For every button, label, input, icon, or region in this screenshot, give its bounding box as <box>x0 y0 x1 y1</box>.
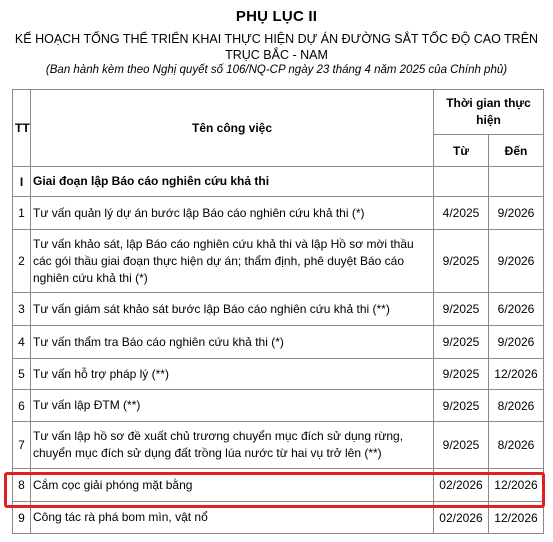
row-to: 12/2026 <box>489 502 544 534</box>
row-name: Công tác rà phá bom mìn, vật nổ <box>31 502 434 534</box>
row-from: 9/2025 <box>434 326 489 359</box>
row-to: 12/2026 <box>489 359 544 390</box>
row-name: Tư vấn quản lý dự án bước lập Báo cáo nghiên cứu khả thi (*) <box>31 197 434 230</box>
plan-title-line1: KẾ HOẠCH TỔNG THỂ TRIỂN KHAI THỰC HIỆN DỰ ÁN ĐƯỜNG SẮT TỐC ĐỘ CAO TRÊN <box>14 32 539 46</box>
row-tt: 5 <box>13 359 31 390</box>
row-name: Tư vấn hỗ trợ pháp lý (**) <box>31 359 434 390</box>
row-name: Cắm cọc giải phóng mặt bằng <box>31 469 434 502</box>
row-tt: 7 <box>13 422 31 469</box>
row-from: 9/2025 <box>434 293 489 326</box>
appendix-title: PHỤ LỤC II <box>235 8 318 25</box>
issuance-note: (Ban hành kèm theo Nghị quyết số 106/NQ-CP ngày 23 tháng 4 năm 2025 của Chính phủ) <box>45 64 508 76</box>
row-to: 8/2026 <box>489 422 544 469</box>
section-row <box>13 167 544 197</box>
header-task-name: Tên công việc <box>31 90 434 167</box>
row-name: Tư vấn lập ĐTM (**) <box>31 390 434 422</box>
row-tt: 6 <box>13 390 31 422</box>
table-row <box>13 390 544 422</box>
row-tt: 2 <box>13 230 31 293</box>
row-to: 9/2026 <box>489 197 544 230</box>
header-from: Từ <box>434 135 489 167</box>
section-tt: I <box>13 167 31 197</box>
row-name: Tư vấn lập hồ sơ đề xuất chủ trương chuyển mục đích sử dụng rừng, chuyển mục đích sử dụng đất trồng lúa nước từ hai vụ trở lên (**) <box>31 422 434 469</box>
table-row <box>13 326 544 359</box>
row-name: Tư vấn thẩm tra Báo cáo nghiên cứu khả thi (*) <box>31 326 434 359</box>
row-from: 02/2026 <box>434 502 489 534</box>
row-from: 02/2026 <box>434 469 489 502</box>
row-tt: 1 <box>13 197 31 230</box>
row-tt: 3 <box>13 293 31 326</box>
row-from: 4/2025 <box>434 197 489 230</box>
table-row <box>13 230 544 293</box>
row-from: 9/2025 <box>434 422 489 469</box>
highlight-box <box>4 472 545 508</box>
plan-title-line2: TRỤC BẮC - NAM <box>225 48 328 62</box>
row-from: 9/2025 <box>434 390 489 422</box>
row-to: 12/2026 <box>489 469 544 502</box>
header-to: Đến <box>489 135 544 167</box>
table-row <box>13 293 544 326</box>
header-time: Thời gian thực hiện <box>434 90 544 135</box>
header-tt: TT <box>13 90 31 167</box>
row-to: 9/2026 <box>489 230 544 293</box>
row-from: 9/2025 <box>434 230 489 293</box>
row-name: Tư vấn giám sát khảo sát bước lập Báo cáo nghiên cứu khả thi (**) <box>31 293 434 326</box>
row-tt: 9 <box>13 502 31 534</box>
row-tt: 4 <box>13 326 31 359</box>
row-to: 8/2026 <box>489 390 544 422</box>
section-name: Giai đoạn lập Báo cáo nghiên cứu khả thi <box>31 167 434 197</box>
table-row <box>13 197 544 230</box>
row-name: Tư vấn khảo sát, lập Báo cáo nghiên cứu khả thi và lập Hồ sơ mời thầu các gói thầu giai đoạn thực hiện dự án; thẩm định, phê duyệt Báo cáo nghiên cứu khả thi (*) <box>31 230 434 293</box>
table-row <box>13 359 544 390</box>
row-tt: 8 <box>13 469 31 502</box>
row-from: 9/2025 <box>434 359 489 390</box>
table-row <box>13 422 544 469</box>
schedule-table <box>12 89 544 534</box>
row-to: 9/2026 <box>489 326 544 359</box>
row-to: 6/2026 <box>489 293 544 326</box>
